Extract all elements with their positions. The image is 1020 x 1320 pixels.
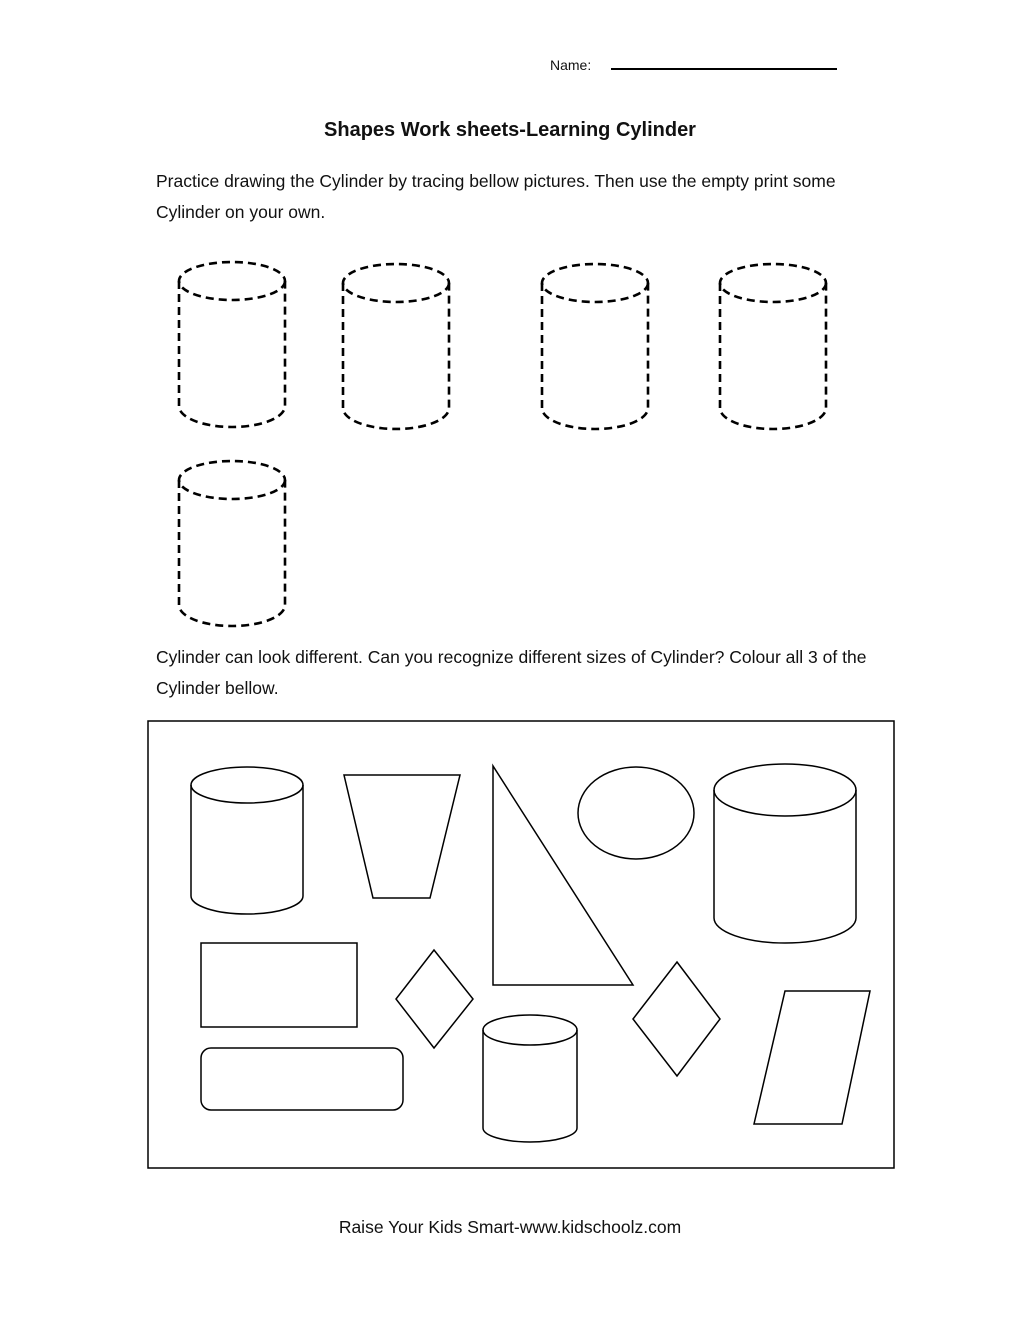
- tracing-cylinders: [179, 262, 826, 626]
- cylinder-shape-2[interactable]: [714, 764, 856, 943]
- tracing-instructions: Practice drawing the Cylinder by tracing bellow pictures. Then use the empty print some Cylinder on your own.: [156, 171, 836, 222]
- right-triangle-shape[interactable]: [493, 766, 633, 985]
- cylinder-shape-1[interactable]: [191, 767, 303, 914]
- tracing-cylinder-5: [179, 461, 285, 626]
- colouring-shapes: [191, 764, 870, 1142]
- tracing-cylinder-4: [720, 264, 826, 429]
- name-label: Name:: [550, 57, 592, 73]
- tracing-cylinder-3: [542, 264, 648, 429]
- diamond-shape-2[interactable]: [633, 962, 720, 1076]
- cylinder-shape-3[interactable]: [483, 1015, 577, 1142]
- diamond-shape-1[interactable]: [396, 950, 473, 1048]
- footer-credit: Raise Your Kids Smart-www.kidschoolz.com: [338, 1217, 682, 1237]
- rectangle-shape[interactable]: [201, 943, 357, 1027]
- colouring-box: [148, 721, 894, 1168]
- colouring-instructions: Cylinder can look different. Can you recognize different sizes of Cylinder? Colour all 3 of the Cylinder bellow.: [156, 647, 867, 698]
- page-title: Shapes Work sheets-Learning Cylinder: [324, 119, 696, 141]
- rounded-rectangle-shape[interactable]: [201, 1048, 403, 1110]
- tracing-cylinder-2: [343, 264, 449, 429]
- trapezoid-shape[interactable]: [344, 775, 460, 898]
- parallelogram-shape[interactable]: [754, 991, 870, 1124]
- tracing-cylinder-1: [179, 262, 285, 427]
- circle-shape[interactable]: [578, 767, 694, 859]
